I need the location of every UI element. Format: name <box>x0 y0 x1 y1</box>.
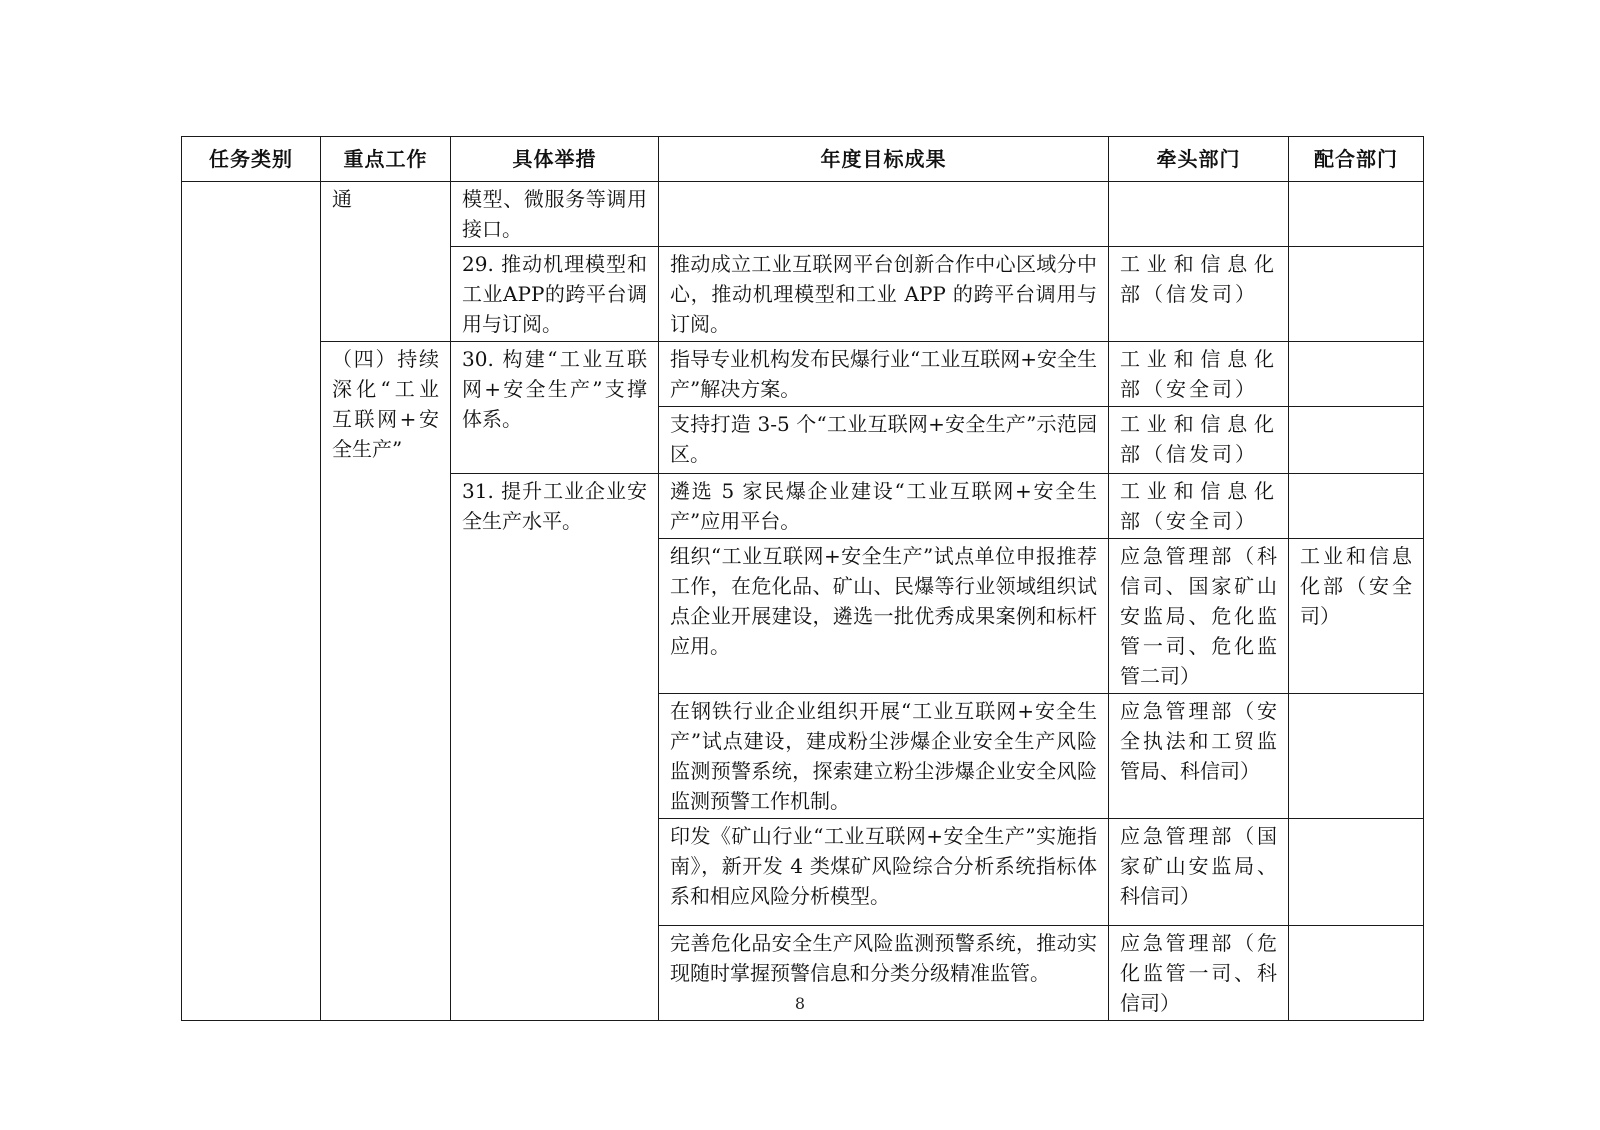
lead-dept-cell: 工业和信息化部（安全司） <box>1109 474 1289 539</box>
lead-dept-cell: 应急管理部（危化监管一司、科信司） <box>1109 926 1289 1021</box>
support-dept-cell <box>1289 247 1424 342</box>
measure-cell: 31. 提升工业企业安全生产水平。 <box>451 474 659 1021</box>
lead-dept-cell: 应急管理部（安全执法和工贸监管局、科信司） <box>1109 694 1289 819</box>
target-cell <box>659 182 1109 247</box>
lead-dept-cell: 应急管理部（科信司、国家矿山安监局、危化监管一司、危化监管二司） <box>1109 539 1289 694</box>
support-dept-cell <box>1289 694 1424 819</box>
task-category-cell <box>182 182 321 1021</box>
support-dept-cell <box>1289 182 1424 247</box>
table-row <box>182 182 1424 247</box>
target-cell: 组织“工业互联网+安全生产”试点单位申报推荐工作，在危化品、矿山、民爆等行业领域组织试点企业开展建设，遴选一批优秀成果案例和标杆应用。 <box>659 539 1109 694</box>
support-dept-cell <box>1289 407 1424 474</box>
measure-cell: 30. 构建“工业互联网+安全生产”支撑体系。 <box>451 342 659 474</box>
target-cell: 指导专业机构发布民爆行业“工业互联网+安全生产”解决方案。 <box>659 342 1109 407</box>
measure-cell: 29. 推动机理模型和工业APP的跨平台调用与订阅。 <box>451 247 659 342</box>
lead-dept-cell <box>1109 182 1289 247</box>
key-work-cell: 通 <box>321 182 451 342</box>
support-dept-cell <box>1289 819 1424 926</box>
header-row <box>182 137 1424 182</box>
header-annual-target: 年度目标成果 <box>659 137 1109 182</box>
support-dept-cell <box>1289 474 1424 539</box>
target-cell: 在钢铁行业企业组织开展“工业互联网+安全生产”试点建设，建成粉尘涉爆企业安全生产风险监测预警系统，探索建立粉尘涉爆企业安全风险监测预警工作机制。 <box>659 694 1109 819</box>
target-cell: 完善危化品安全生产风险监测预警系统，推动实现随时掌握预警信息和分类分级精准监管。 <box>659 926 1109 1021</box>
target-cell: 支持打造 3-5 个“工业互联网+安全生产”示范园区。 <box>659 407 1109 474</box>
lead-dept-cell: 工业和信息化部（安全司） <box>1109 342 1289 407</box>
header-key-work: 重点工作 <box>321 137 451 182</box>
key-work-cell: （四）持续深化“工业互联网+安全生产” <box>321 342 451 1021</box>
table-row <box>182 342 1424 407</box>
lead-dept-cell: 工业和信息化部（信发司） <box>1109 247 1289 342</box>
support-dept-cell <box>1289 342 1424 407</box>
lead-dept-cell: 应急管理部（国家矿山安监局、科信司） <box>1109 819 1289 926</box>
header-task-category: 任务类别 <box>182 137 321 182</box>
support-dept-cell: 工业和信息化部（安全司） <box>1289 539 1424 694</box>
lead-dept-cell: 工业和信息化部（信发司） <box>1109 407 1289 474</box>
measure-cell: 模型、微服务等调用接口。 <box>451 182 659 247</box>
target-cell: 印发《矿山行业“工业互联网+安全生产”实施指南》，新开发 4 类煤矿风险综合分析系统指标体系和相应风险分析模型。 <box>659 819 1109 926</box>
page-number: 8 <box>794 994 806 1013</box>
task-table <box>181 136 1424 1021</box>
header-lead-department: 牵头部门 <box>1109 137 1289 182</box>
target-cell: 推动成立工业互联网平台创新合作中心区域分中心，推动机理模型和工业 APP 的跨平台调用与订阅。 <box>659 247 1109 342</box>
header-specific-measures: 具体举措 <box>451 137 659 182</box>
header-supporting-department: 配合部门 <box>1289 137 1424 182</box>
target-cell: 遴选 5 家民爆企业建设“工业互联网+安全生产”应用平台。 <box>659 474 1109 539</box>
